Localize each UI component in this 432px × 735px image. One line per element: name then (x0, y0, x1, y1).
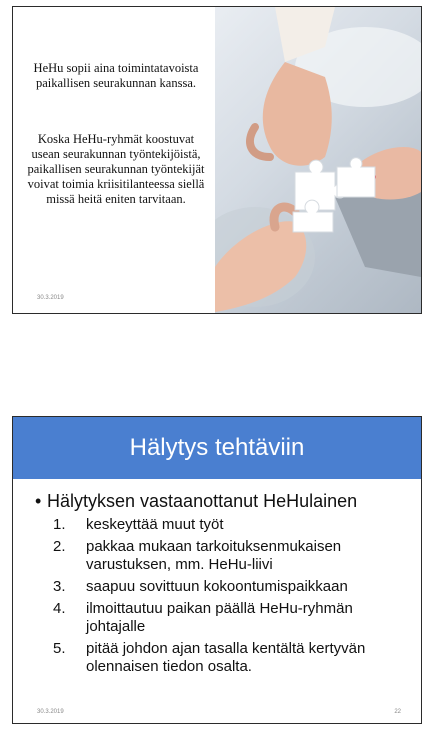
list-item (47, 640, 377, 676)
step-text: pitää johdon ajan tasalla kentältä kertyvän olennaisen tiedon osalta. (86, 640, 366, 675)
step-text: saapuu sovittuun kokoontumispaikkaan (86, 578, 348, 595)
puzzle-hands-illustration (215, 7, 421, 314)
step-number: 5. (53, 640, 66, 657)
list-item (47, 516, 377, 534)
step-number: 1. (53, 516, 66, 533)
list-item (47, 578, 377, 596)
slide-date: 30.3.2019 (37, 709, 64, 715)
step-number: 4. (53, 600, 66, 617)
step-text: keskeyttää muut työt (86, 516, 224, 533)
intro-paragraph: HeHu sopii aina toimintatavoista paikallisen seurakunnan kanssa. (33, 61, 199, 90)
slide-page-number: 22 (394, 709, 401, 715)
step-number: 3. (53, 578, 66, 595)
slide-title-bar (13, 417, 421, 479)
slide-alert-duties (12, 416, 422, 724)
main-bullet (35, 490, 357, 512)
slide-date: 30.3.2019 (37, 295, 64, 301)
slide-text-column (13, 7, 219, 313)
steps-list (47, 516, 377, 680)
puzzle-hands-photo (215, 7, 421, 313)
step-text: ilmoittautuu paikan päällä HeHu-ryhmän johtajalle (86, 600, 353, 635)
step-text: pakkaa mukaan tarkoituksenmukaisen varustuksen, mm. HeHu-liivi (86, 538, 342, 573)
slide-hehu-cooperation (12, 6, 422, 314)
list-item (47, 538, 377, 574)
bullet-icon: • (35, 491, 42, 511)
slide-title: Hälytys tehtäviin (129, 434, 305, 461)
explanation-paragraph: Koska HeHu-ryhmät koostuvat usean seurakunnan työntekijöistä, paikallisen seurakunnan työntekijät voivat toimia kriisitilanteessa siellä missä heitä eniten tarvitaan. (27, 132, 205, 206)
bullet-text: Hälytyksen vastaanottanut HeHulainen (47, 491, 358, 511)
step-number: 2. (53, 538, 66, 555)
list-item (47, 600, 377, 636)
